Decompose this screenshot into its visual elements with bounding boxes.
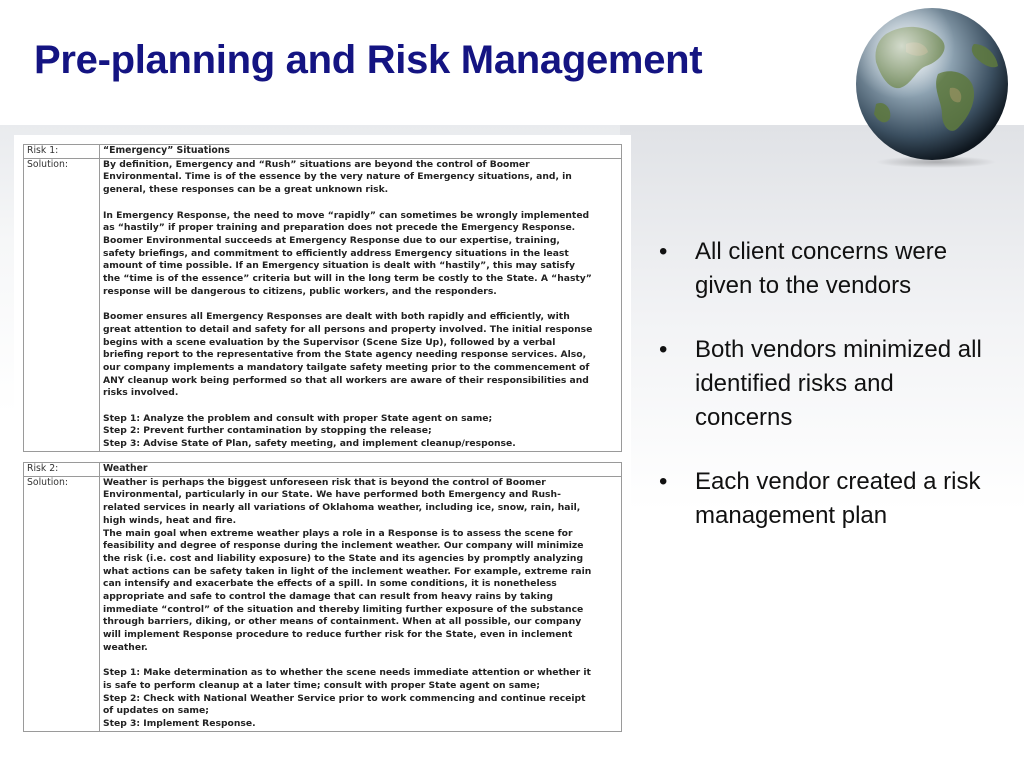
risk-label: Risk 1: xyxy=(24,145,100,159)
solution-text xyxy=(100,476,622,731)
solution-steps: Step 1: Analyze the problem and consult with proper State agent on same; Step 2: Prevent further contamination by stopping the release; Step 3: Advise State of Plan, safety meeting, and implement cleanup/response. xyxy=(103,412,516,450)
solution-row xyxy=(24,158,622,451)
bullet-text: Both vendors minimized all identified risks and concerns xyxy=(695,336,982,431)
solution-paragraph: Boomer ensures all Emergency Responses are dealt with both rapidly and efficiently, with great attention to detail and safety for all persons and property involved. The initial response begins with a scene evaluation by the Supervisor (Scene Size Up), followed by a verbal briefing report to the representative from the State agency needing response services. Also, our company implements a mandatory tailgate safety meeting prior to the commencement of ANY cleanup work being performed so that all workers are aware of their responsibilities and risks involved. xyxy=(103,311,593,399)
risk-title: “Emergency” Situations xyxy=(100,145,622,159)
bullet-text: Each vendor created a risk management plan xyxy=(695,468,981,529)
solution-row xyxy=(24,476,622,731)
bullet-marker: • xyxy=(659,468,668,495)
bullet-marker: • xyxy=(659,336,668,363)
bullet-item xyxy=(655,235,995,303)
globe-image xyxy=(846,4,1018,168)
solution-label: Solution: xyxy=(24,476,100,731)
solution-paragraph: By definition, Emergency and “Rush” situations are beyond the control of Boomer Environmental. Time is of the essence by the very nature of Emergency situations, and, in general, these responses can be a great unknown risk. xyxy=(103,158,572,196)
risk-title: Weather xyxy=(100,463,622,477)
solution-paragraph: In Emergency Response, the need to move “rapidly” can sometimes be wrongly implemented as “hastily” if proper training and preparation does not precede the Emergency Response. Boomer Environmental succeeds at Emergency Response due to our expertise, training, safety briefings, and commitment to efficiently address Emergency situations in the least amount of time possible. If an Emergency situation is dealt with “hastily”, this may satisfy the “time is of the essence” criteria but will in the long term be costly to the State. A “hasty” response will be dangerous to citizens, public workers, and the responders. xyxy=(103,209,592,297)
risk-table-1 xyxy=(23,144,622,452)
bullet-item xyxy=(655,333,995,435)
bullet-text: All client concerns were given to the vendors xyxy=(695,238,948,299)
bullet-marker: • xyxy=(659,238,668,265)
risk-label: Risk 2: xyxy=(24,463,100,477)
document-snapshot xyxy=(14,135,631,733)
bullet-item xyxy=(655,465,995,533)
solution-steps: Step 1: Make determination as to whether the scene needs immediate attention or whether it is safe to perform cleanup at a later time; consult with proper State agent on same; Step 2: Check with National Weather Service prior to work commencing and continue receipt of updates on same; Step 3: Implement Response. xyxy=(103,667,591,730)
solution-paragraph: Weather is perhaps the biggest unforeseen risk that is beyond the control of Boomer Environmental, particularly in our State. We have performed both Emergency and Rush- related services in nearly all variations of Oklahoma weather, including ice, snow, rain, hail, high winds, heat and fire. The main goal when extreme weather plays a role in a Response is to assess the scene for feasibility and degree of response during the inclement weather. Our company will minimize the risk (i.e. cost and liability exposure) to the State and its agencies by promptly analyzing what actions can be safety taken in light of the inclement weather. For example, extreme rain can intensify and exacerbate the effects of a spill. In some conditions, it is nonetheless appropriate and safe to control the damage that can result from heavy rains by taking immediate “control” of the situation and thereby limiting further exposure of the substance through barriers, diking, or other means of containment. When at all possible, our company will implement Response procedure to reduce further risk for the State, even in inclement weather. xyxy=(103,476,592,653)
solution-label: Solution: xyxy=(24,158,100,451)
risk-table-2 xyxy=(23,462,622,732)
solution-text xyxy=(100,158,622,451)
risk-row xyxy=(24,145,622,159)
slide-title: Pre-planning and Risk Management xyxy=(34,38,703,82)
bullet-list xyxy=(655,235,995,563)
risk-row xyxy=(24,463,622,477)
